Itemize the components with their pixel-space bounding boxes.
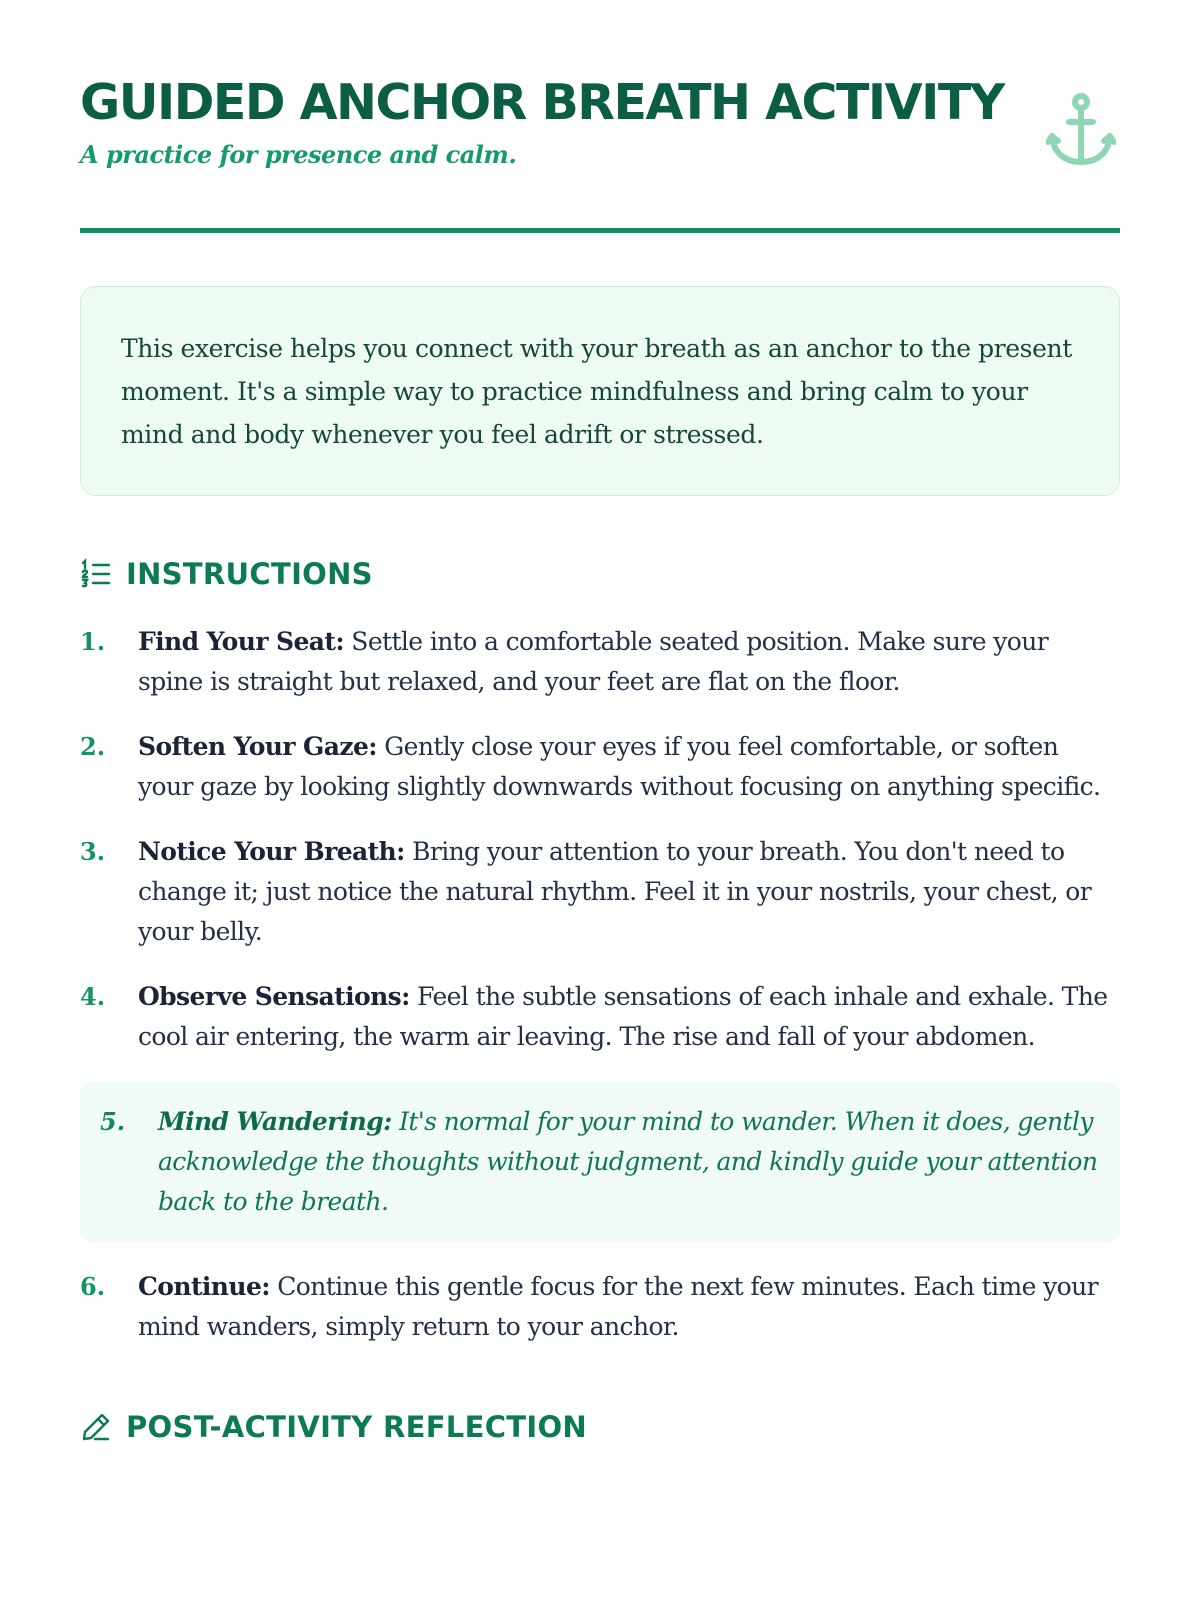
- step-number: 5.: [100, 1107, 126, 1136]
- anchor-icon: [1046, 92, 1116, 170]
- step-number: 1.: [80, 627, 106, 656]
- instructions-heading-label: INSTRUCTIONS: [126, 557, 373, 591]
- intro-callout: [80, 286, 1120, 496]
- page-header: [80, 0, 1120, 233]
- page-title: GUIDED ANCHOR BREATH ACTIVITY: [80, 74, 1004, 131]
- pencil-icon: [80, 1411, 112, 1443]
- step-text: [138, 1267, 1120, 1347]
- step-text: [138, 622, 1120, 702]
- step-item: [80, 832, 1120, 952]
- step-description: Bring your attention to your breath. You don't need to change it; just notice the natural rhythm. Feel it in your nostrils, your chest, or your belly.: [138, 837, 1092, 946]
- reflection-heading: [80, 1407, 1120, 1447]
- instructions-list: [80, 622, 1120, 1347]
- step-description: It's normal for your mind to wander. When it does, gently acknowledge the thoughts without judgment, and kindly guide your attention back to the breath.: [158, 1107, 1098, 1216]
- step-text: [138, 832, 1120, 952]
- step-text: [138, 727, 1120, 807]
- step-item-highlighted: [80, 1082, 1120, 1242]
- step-title: Continue:: [138, 1272, 270, 1301]
- step-item: [80, 622, 1120, 702]
- step-item: [80, 727, 1120, 807]
- step-title: Find Your Seat:: [138, 627, 344, 656]
- step-item: [80, 977, 1120, 1057]
- step-text: [158, 1102, 1100, 1222]
- numbered-list-icon: [80, 558, 112, 590]
- step-title: Observe Sensations:: [138, 982, 410, 1011]
- step-description: Settle into a comfortable seated position. Make sure your spine is straight but relaxed, and your feet are flat on the floor.: [138, 627, 1049, 696]
- step-title: Soften Your Gaze:: [138, 732, 377, 761]
- step-number: 3.: [80, 837, 106, 866]
- step-number: 2.: [80, 732, 106, 761]
- instructions-heading: [80, 554, 1120, 594]
- step-description: Gently close your eyes if you feel comfortable, or soften your gaze by looking slightly downwards without focusing on anything specific.: [138, 732, 1101, 801]
- step-title: Mind Wandering:: [158, 1107, 392, 1136]
- step-description: Continue this gentle focus for the next few minutes. Each time your mind wanders, simply return to your anchor.: [138, 1272, 1098, 1341]
- intro-text: This exercise helps you connect with your breath as an anchor to the present moment. It's a simple way to practice mindfulness and bring calm to your mind and body whenever you feel adrift or stressed.: [121, 334, 1072, 449]
- step-text: [138, 977, 1120, 1057]
- step-item: [80, 1267, 1120, 1347]
- reflection-heading-label: POST-ACTIVITY REFLECTION: [126, 1410, 587, 1444]
- step-number: 6.: [80, 1272, 106, 1301]
- step-title: Notice Your Breath:: [138, 837, 405, 866]
- page-subtitle: A practice for presence and calm.: [80, 140, 517, 169]
- step-number: 4.: [80, 982, 106, 1011]
- step-description: Feel the subtle sensations of each inhale and exhale. The cool air entering, the warm air leaving. The rise and fall of your abdomen.: [138, 982, 1108, 1051]
